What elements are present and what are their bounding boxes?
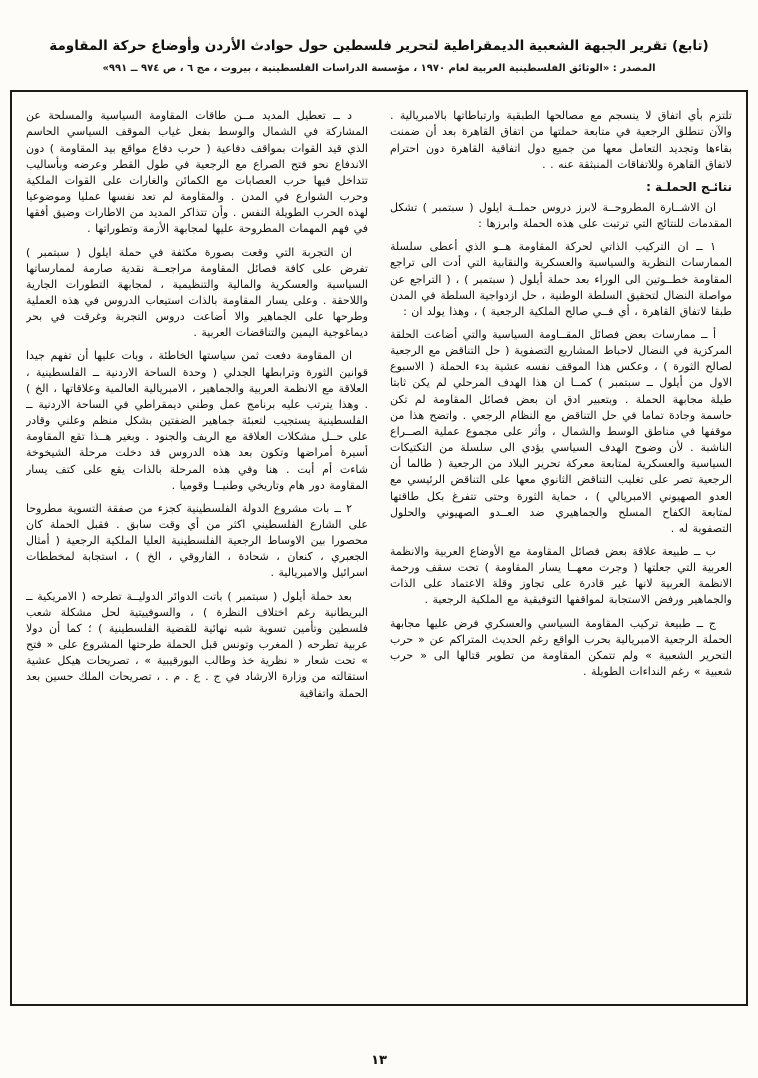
column-left [26, 108, 368, 988]
content-frame [10, 90, 748, 1006]
paragraph: تلتزم بأي اتفاق لا ينسجم مع مصالحها الطبقية وارتباطاتها بالامبريالية . والآن تنطلق الرجعية في متابعة حملتها من اتفاق القاهرة بعد أن ضمنت بقاءها وتجديد التعامل معها من جميع دول اتفاقية القاهرة دون احترام لاتفاق القاهرة وللاتفاقات المنبثقة عنه . . [390, 109, 732, 171]
paragraph: ان المقاومة دفعت ثمن سياستها الخاطئة ، وبات عليها أن تفهم جيدا قوانين الثورة وترابطها الجدلي ( وحدة الساحة الاردنية ــ الفلسطينية ، العلاقة مع الانظمة العربية والجماهير ، الامبريالية العالمية وعلاقاتها ، الخ ) . وهذا يترتب عليه برنامج عمل وطني ديمقراطي في الساحة الاردنية ــ الفلسطينية يستجيب لتعبئة جماهير الضفتين بشكل منظم وعلني وقادر على حــل مشكلات العلاقة مع الريف والجنود . وبغير هــذا تقع المقاومة أسيرة أمراضها وتكون بعد هذه الدروس قد دخلت مرحلة الشيخوخة شاءت أم أبت . هنا وفي هذه المرحلة بالذات يقع على كتف يسار المقاومة دور هام وتاريخي وطنيــا وقوميا . [26, 349, 368, 492]
page-number: ١٣ [371, 1053, 387, 1068]
document-header [0, 0, 758, 74]
paragraph-item-b: ب ــ طبيعة علاقة بعض فصائل المقاومة مع الأوضاع العربية والانظمة العربية التي جعلتها ( وجرت معهــا يسار المقاومة ) تحت سقف ورحمة الانظمة العربية لانها غير قادرة على تجاوز وقلة الاعتماد على الذات والجماهير ورفض الاستجابة لمواقفها التوفيقية مع الملكية الرجعية . [390, 545, 732, 607]
paragraph-item-c: ج ــ طبيعة تركيب المقاومة السياسي والعسكري فرض عليها مجابهة الحملة الرجعية الامبريالية بحرب الواقع رغم الحديث المتراكم عن « حرب التحرير الشعبية » ولم تتمكن المقاومة من تطوير قتالها الى « حرب شعبية » رغم النداءات الطويلة . [390, 616, 732, 679]
paragraph: بعد حملة أيلول ( سبتمبر ) باتت الدوائر الدوليــة تطرحه ( الامريكية ــ البريطانية رغم اختلاف النظرة ) ، والسوفييتية لحل مشكلة شعب فلسطين وتأمين تسوية شبه نهائية للقضية الفلسطينية ) ؛ كما أن دولا عربية تطرحه ( المغرب وتونس قبل الحملة طرحتها المشروع على « فتح » تحت شعار « نظرية خذ وطالب البورقيبية » ، تصريحات هيكل عشية استقالته من وزارة الارشاد في ج . ع . م . ، تصريحات الملك حسين بعد الحملة واتفاقية [26, 589, 368, 700]
paragraph: ان التجربة التي وقعت بصورة مكثفة في حملة ايلول ( سبتمبر ) تفرض على كافة فصائل المقاومة مراجعــة نقدية صارمة لممارساتها السياسية والعسكرية والمالية والتنظيمية ، لمجابهة التطورات الجارية واللاحقة . وعلى يسار المقاومة بالذات استيعاب الدروس في هذه العملية وطرحها على الجماهير والا أضاعت دروس التجربة وغرقت في بحر ديماغوجية اليمين والتناقضات العربية . [26, 245, 368, 340]
paragraph-numbered-2: ٢ ــ بات مشروع الدولة الفلسطينية كجزء من صفقة التسوية مطروحا على الشارع الفلسطيني اكثر من أي وقت سابق . فقبل الحملة كان محصورا بين الاوساط الرجعية الفلسطينية العليا الملكية الرجعية ( أمثال الجعبري ، كنعان ، شحادة ، الفاروقي ، الخ ) ، استجابة لمخططات اسرائيل والامبريالية . [26, 501, 368, 580]
paragraph-item-d: د ــ تعطيل المديد مــن طاقات المقاومة السياسية والمسلحة عن المشاركة في الشمال والوسط بفعل غياب الموقف السياسي الحاسم الذي قيد القوات بمواقف دفاعية ( حرب دفاع مواقع بيد المقاومة ) دون الاندفاع نحو فتح الصراع مع الرجعية في طول القطر وعرضه وبأساليب تتداخل فيها حرب العصابات مع الكمائن والغارات على القوات الملكية وحرب الشوارع في المدن . والمقاومة لم تعد نفسها عمليا وموضوعيا لهذه الحرب الطويلة النفس . وأن تتذاكر المديد من الاطارات وضيق أفقها في فهم المهمات المطروحة عليها لمجابهة الأزمة وتطوراتها . [26, 109, 368, 236]
paragraph-numbered-1: ١ ــ ان التركيب الذاتي لحركة المقاومة هــو الذي أعطى سلسلة الممارسات النظرية والسياسية والعسكرية والنقابية التي أدت الى تراجع المقاومة خطــوتين الى الوراء بعد حملة أيلول ( سبتمبر ) ، ( التراجع عن مواصلة النضال لتحقيق السلطة الوطنية ، حل ازدواجية السلطة في المدن طبقا لاتفاق القاهرة ، أي فــي صالح الملكية الرجعية ) ، وهذا يولد ان : [390, 240, 732, 318]
paragraph: ان الاشــارة المطروحــة لابرز دروس حملــة ايلول ( سبتمبر ) تشكل المقدمات للنتائج التي ترتبت على هذه الحملة وابرزها : [390, 200, 732, 231]
source-line: المصدر : «الوثائق الفلسطينية العربية لعام ١٩٧٠ ، مؤسسة الدراسات الفلسطينية ، بيروت ، مج ٦ ، ص ٩٧٤ ــ ٩٩١» [102, 63, 656, 75]
column-right [390, 108, 732, 988]
section-heading: نتائـج الحملـة : [646, 179, 732, 194]
document-title: (تابع) تقرير الجبهة الشعبية الديمقراطية لتحرير فلسطين حول حوادث الأردن وأوضاع حركة المقاومة [49, 38, 709, 54]
paragraph-item-a: أ ــ ممارسات بعض فصائل المقــاومة السياسية والتي أضاعت الحلقة المركزية في النضال لاحباط المشاريع التصفوية ( حل التناقض مع الرجعية لصالح الثورة ) ، وعكس هذا الموقف نفسه عشية بدء الحملة ( الاسبوع الاول من أيلول ــ سبتمبر ) كمــا ان هذا الهدف المرحلي لم يكن ثابتا طيلة مجابهة الحملة . وبتعبير ادق ان بعض فصائل المقاومة لم تكن حاسمة وجادة تماما في حل التناقض مع النظام الرجعي . واتضح هذا من موقفها في مناطق الوسط والشمال ، وأثر على مجموع عملية الصــراع الناشبة . لأن وضوح الهدف السياسي يؤدي الى سلسلة من التكتيكات السياسية والعسكرية لمتابعة معركة تحرير البلاد من الرجعية ( طالما أن الرجعية تصر على تغليب التناقض الثانوي معها على التناقض الرئيسي مع العدو الصهيوني الامبريالي ) ، حماية الثورة وحتى تتفرغ بكل طاقتها لمتابعة الكفاح المسلح والجماهيري ضد العــدو الصهيوني والحلول التصفوية له . [390, 327, 732, 535]
